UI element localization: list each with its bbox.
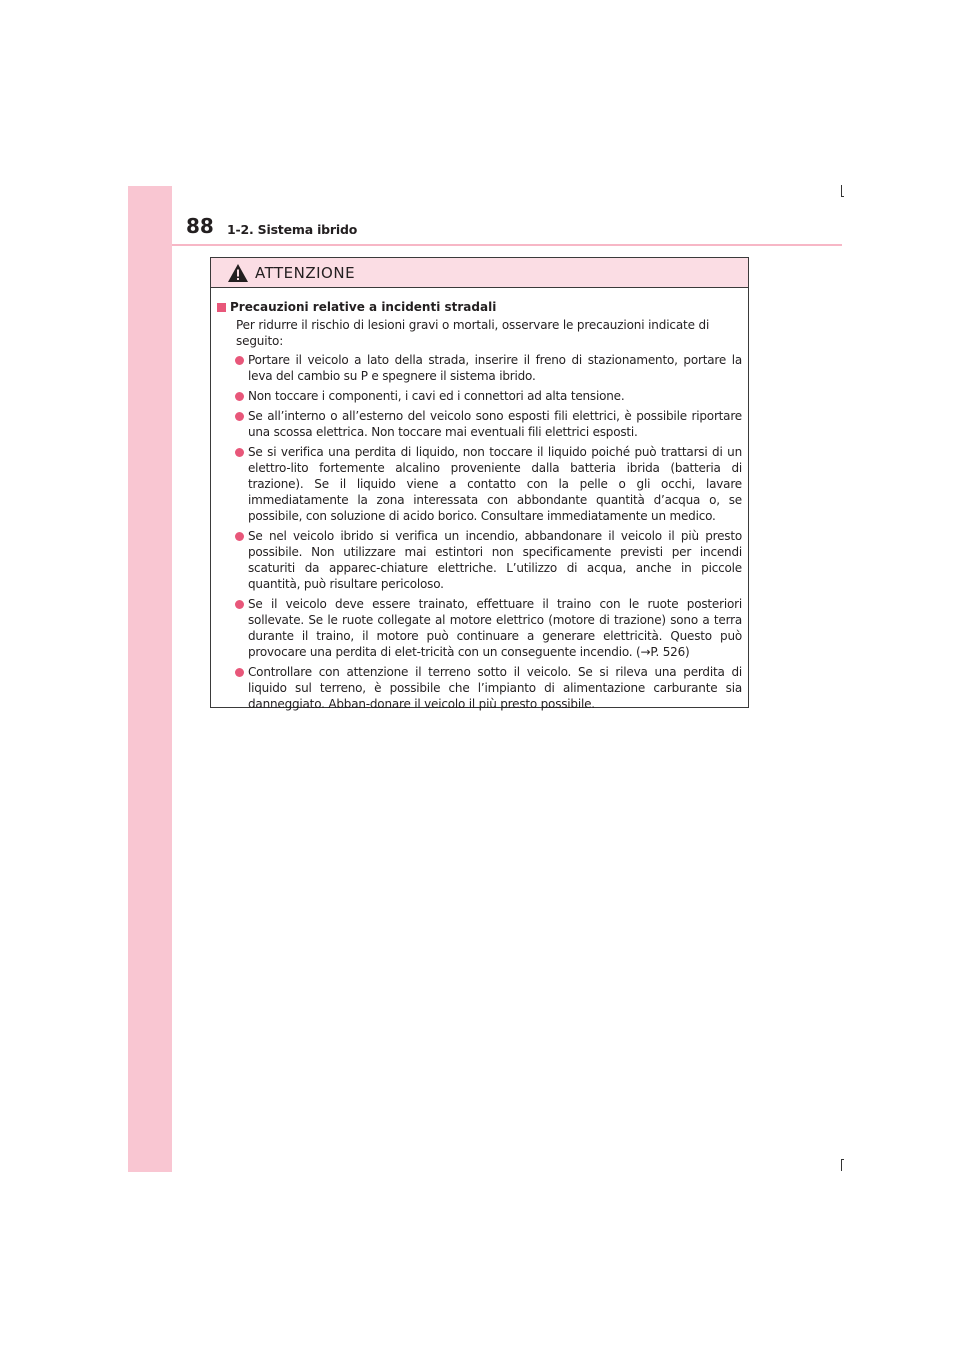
circle-bullet-icon	[235, 600, 244, 609]
precaution-subheading	[217, 299, 742, 315]
header-rule	[172, 244, 842, 246]
warning-box	[210, 257, 749, 711]
list-item	[235, 596, 742, 660]
precaution-list	[217, 352, 742, 712]
list-item-text: Se all’interno o all’esterno del veicolo sono esposti fili elettrici, è possibile riportare una scossa elettrica. Non toccare mai eventuali fili elettrici esposti.	[248, 409, 742, 439]
warning-triangle-icon	[227, 263, 249, 283]
list-item-text: Portare il veicolo a lato della strada, inserire il freno di stazionamento, portare la leva del cambio su P e spegnere il sistema ibrido.	[248, 353, 742, 383]
section-title: 1-2. Sistema ibrido	[227, 222, 358, 237]
list-item	[235, 388, 742, 404]
page-number: 88	[186, 214, 214, 238]
list-item-text: Controllare con attenzione il terreno sotto il veicolo. Se si rileva una perdita di liquido sul terreno, è possibile che l’impianto di alimentazione carburante sia danneggiato. Abban-donare il veicolo il più presto possibile.	[248, 665, 742, 711]
list-item	[235, 528, 742, 592]
list-item	[235, 444, 742, 524]
list-item	[235, 664, 742, 712]
circle-bullet-icon	[235, 448, 244, 457]
crop-mark-bottom	[841, 1159, 842, 1171]
warning-body	[211, 288, 748, 712]
list-item-text: Se nel veicolo ibrido si verifica un incendio, abbandonare il veicolo il più presto possibile. Non utilizzare mai estintori non specificamente previsti per incendi scaturiti da apparec-chiature elettriche. L’utilizzo di acqua, anche in piccole quantità, può risultare pericoloso.	[248, 529, 742, 591]
list-item-text: Non toccare i componenti, i cavi ed i connettori ad alta tensione.	[248, 389, 625, 403]
circle-bullet-icon	[235, 668, 244, 677]
subheading-text: Precauzioni relative a incidenti stradali	[230, 300, 497, 314]
crop-mark-bottom-tick	[841, 1159, 844, 1160]
side-tab-band	[128, 186, 172, 1172]
crop-mark-top-tick	[841, 196, 844, 197]
list-item	[235, 352, 742, 384]
list-item-text: Se si verifica una perdita di liquido, non toccare il liquido poiché può trattarsi di un elettro-lito fortemente alcalino proveniente dalla batteria ibrida (batteria di trazione). Se il liquido viene a contatto con la pelle o gli occhi, lavare immediatamente la zona interessata con abbondante quantità d’acqua o, se possibile, con soluzione di acido borico. Consultare immediatamente un medico.	[248, 445, 742, 523]
list-item	[235, 408, 742, 440]
circle-bullet-icon	[235, 356, 244, 365]
square-bullet-icon	[217, 303, 226, 312]
circle-bullet-icon	[235, 392, 244, 401]
circle-bullet-icon	[235, 532, 244, 541]
list-item-text: Se il veicolo deve essere trainato, effettuare il traino con le ruote posteriori sollevate. Se le ruote collegate al motore elettrico (motore di trazione) sono a terra durante il traino, il motore può continuare a generare elettricità. Questo può provocare una perdita di elet-tricità con un conseguente incendio. (→P. 526)	[248, 597, 742, 659]
warning-title: ATTENZIONE	[255, 263, 356, 282]
circle-bullet-icon	[235, 412, 244, 421]
intro-text: Per ridurre il rischio di lesioni gravi o mortali, osservare le precauzioni indicate di seguito:	[236, 318, 710, 348]
warning-header	[211, 258, 748, 288]
